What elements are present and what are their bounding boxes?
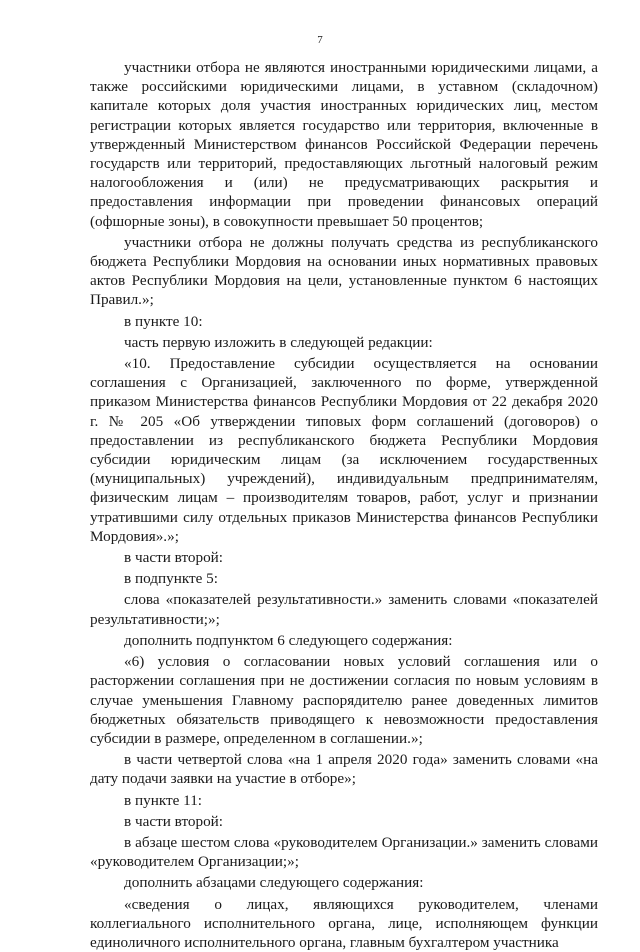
paragraph: «сведения о лицах, являющихся руководителем, членами коллегиального исполнительного органа, лице, исполняющем функции единоличного исполнительного органа, главным бухгалтером участника (90, 895, 598, 951)
paragraph: в части четвертой слова «на 1 апреля 2020 года» заменить словами «на дату подачи заявки на участие в отборе»; (90, 751, 598, 788)
paragraph: часть первую изложить в следующей редакции: (124, 333, 433, 351)
paragraph: участники отбора не являются иностранными юридическими лицами, а также российскими юридическими лицами, в уставном (складочном) капитале которых доля участия иностранных юридических лиц, местом регистрации которых является государство или территория, включенные в утвержденный Министерством финансов Российской Федерации перечень государств или территорий, предоставляющих льготный налоговый режим налогообложения и (или) не предусматривающих раскрытия и предоставления информации при проведении финансовых операций (офшорные зоны), в совокупности превышает 50 процентов; (90, 59, 598, 230)
document-body (90, 58, 598, 952)
paragraph: в части второй: (124, 812, 224, 830)
paragraph: дополнить подпунктом 6 следующего содержания: (124, 631, 453, 649)
paragraph: участники отбора не должны получать средства из республиканского бюджета Республики Мордовия на основании иных нормативных правовых актов Республики Мордовия на цели, установленные пунктом 6 настоящих Правил.»; (90, 233, 598, 309)
paragraph: дополнить абзацами следующего содержания: (124, 874, 424, 892)
paragraph: в части второй: (124, 549, 224, 567)
paragraph: в абзаце шестом слова «руководителем Организации.» заменить словами «руководителем Организации;»; (90, 833, 598, 871)
paragraph: в пункте 10: (124, 312, 203, 330)
paragraph: в подпункте 5: (124, 570, 218, 588)
paragraph: «10. Предоставление субсидии осуществляется на основании соглашения с Организацией, заключенного по форме, утвержденной приказом Министерства финансов Республики Мордовия от 22 декабря 2020 г. № 205 «Об утверждении типовых форм соглашений (договоров) о предоставлении из республиканского бюджета Республики Мордовия субсидии юридическим лицам (за исключением государственных (муниципальных) учреждений), индивидуальным предпринимателям, физическим лицам – производителям товаров, работ, услуг и признании утратившими силу отдельных приказов Министерства финансов Республики Мордовия».»; (90, 355, 598, 545)
paragraph: слова «показателей результативности.» заменить словами «показателей результативности;»; (90, 591, 598, 628)
page-number: 7 (317, 34, 323, 46)
paragraph: «6) условия о согласовании новых условий соглашения или о расторжении соглашения при не достижении согласия по новым условиям в случае уменьшения Главному распорядителю ранее доведенных лимитов бюджетных обязательств приводящего к невозможности предоставления субсидии в размере, определенном в соглашении.»; (90, 653, 598, 747)
paragraph: в пункте 11: (124, 791, 203, 809)
